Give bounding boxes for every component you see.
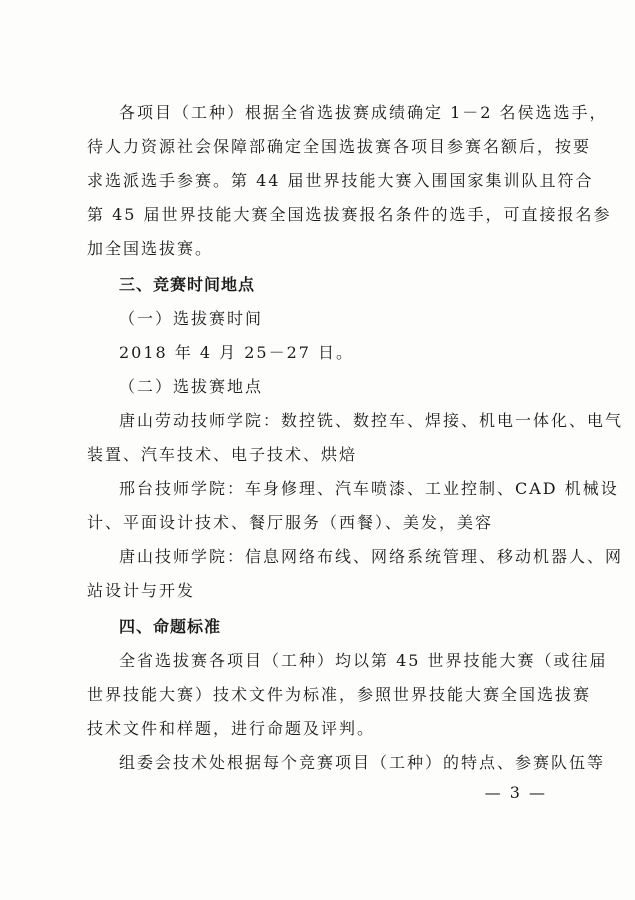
- paragraph-standards: [87, 644, 608, 746]
- text-line: 世界技能大赛）技术文件为标准，参照世界技能大赛全国选拔赛: [87, 685, 592, 704]
- text-line: 待人力资源社会保障部确定全国选拔赛各项目参赛名额后，按要: [87, 137, 592, 156]
- text-line: 求选派选手参赛。第 44 届世界技能大赛入围国家集训队且符合: [87, 171, 594, 190]
- text-line: 邢台技师学院：车身修理、汽车喷漆、工业控制、CAD 机械设: [119, 479, 619, 498]
- text-line: 加全国选拔赛。: [87, 239, 214, 258]
- paragraph-candidate-selection: [87, 96, 612, 266]
- text-line: 2018 年 4 月 25－27 日。: [119, 343, 355, 362]
- text-line: 装置、汽车技术、电子技术、烘焙: [87, 445, 358, 464]
- text-line: 唐山劳动技师学院：数控铣、数控车、焊接、机电一体化、电气: [119, 411, 624, 430]
- paragraph-technical-office: [87, 746, 606, 780]
- text-line: 组委会技术处根据每个竞赛项目（工种）的特点、参赛队伍等: [119, 753, 606, 772]
- text-line: 各项目（工种）根据全省选拔赛成绩确定 1－2 名侯选选手，: [119, 103, 608, 122]
- text-line: 计、平面设计技术、餐厅服务（西餐）、美发，美容: [87, 513, 494, 532]
- subheading-time: [87, 302, 555, 336]
- subheading-location: [87, 370, 555, 404]
- text-line: 第 45 届世界技能大赛全国选拔赛报名条件的选手，可直接报名参: [87, 205, 612, 224]
- document-body: [87, 96, 624, 780]
- text-line: （二）选拔赛地点: [119, 377, 264, 396]
- venue-tangshan-labor: [87, 404, 624, 472]
- venue-xingtai: [87, 472, 619, 540]
- text-line: 唐山技师学院：信息网络布线、网络系统管理、移动机器人、网: [119, 547, 624, 566]
- section-heading-standards: 四、命题标准: [119, 617, 222, 636]
- text-line: 技术文件和样题，进行命题及评判。: [87, 719, 376, 738]
- page-number: — 3 —: [484, 783, 547, 802]
- text-line: 站设计与开发: [87, 581, 196, 600]
- venue-tangshan-technician: [87, 540, 624, 608]
- competition-date: [87, 336, 555, 370]
- section-heading-time-location: 三、竞赛时间地点: [119, 275, 256, 294]
- text-line: 全省选拔赛各项目（工种）均以第 45 世界技能大赛（或往届: [119, 651, 608, 670]
- text-line: （一）选拔赛时间: [119, 309, 264, 328]
